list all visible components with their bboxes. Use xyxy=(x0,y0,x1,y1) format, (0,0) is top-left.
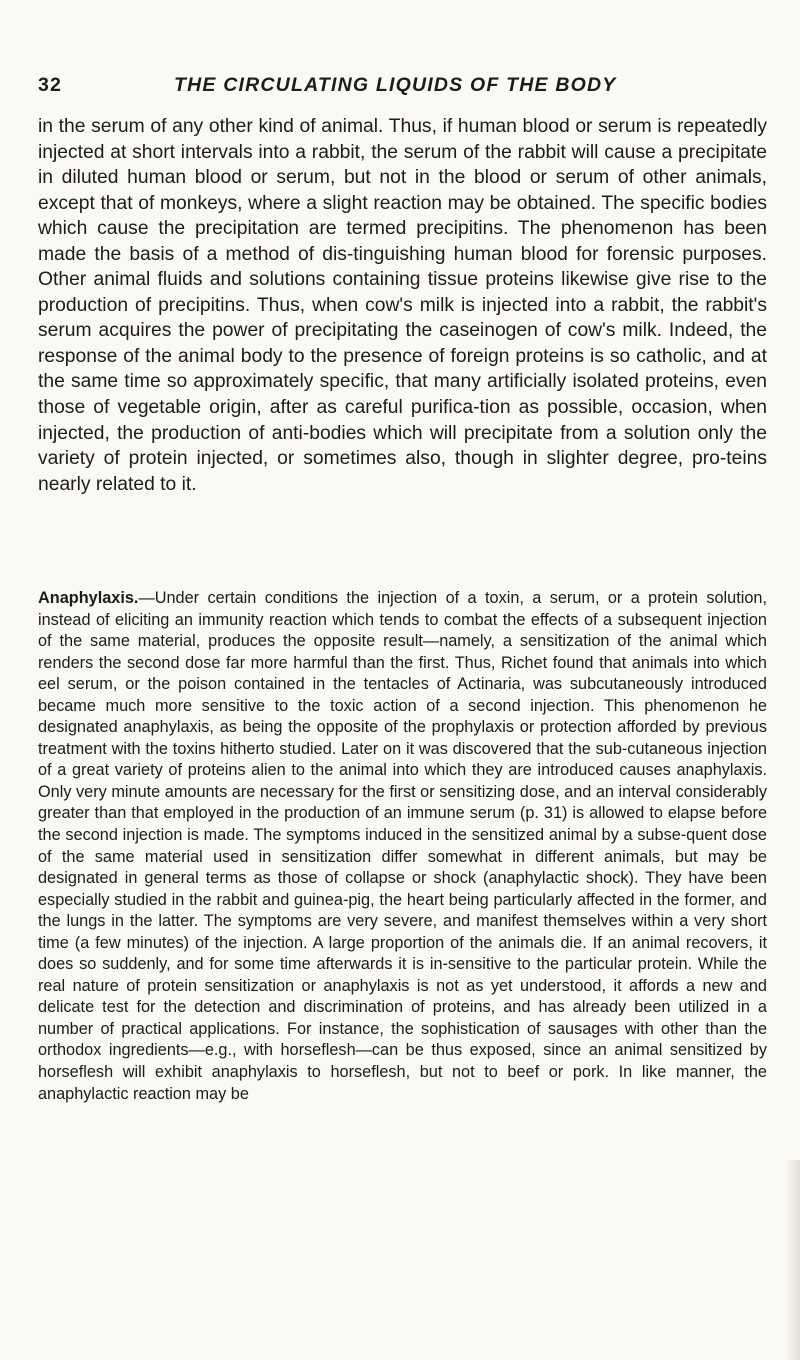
running-title: THE CIRCULATING LIQUIDS OF THE BODY xyxy=(174,74,617,96)
section-text: —Under certain conditions the injection of a toxin, a serum, or a protein solution, instead of eliciting an immunity reaction which tends to combat the effects of a subsequent injection of the same material, produces the opposite result—namely, a sensitization of the animal which renders the second dose far more harmful than the first. Thus, Richet found that animals into which eel serum, or the poison contained in the tentacles of Actinaria, was subcutaneously introduced became much more sensitive to the toxic action of a second injection. This phenomenon he designated anaphylaxis, as being the opposite of the prophylaxis or protection afforded by previous treatment with the toxins hitherto studied. Later on it was discovered that the sub-cutaneous injection of a great variety of proteins alien to the animal into which they are introduced causes anaphylaxis. Only very minute amounts are necessary for the first or sensitizing dose, and an interval considerably greater than that employed in the production of an immune serum (p. 31) is allowed to elapse before the second injection is made. The symptoms induced in the sensitized animal by a subse-quent dose of the same material used in sensitization differ somewhat in different animals, but may be designated in general terms as those of collapse or shock (anaphylactic shock). They have been especially studied in the rabbit and guinea-pig, the heart being particularly affected in the former, and the lungs in the latter. The symptoms are very severe, and manifest themselves within a very short time (a few minutes) of the injection. A large proportion of the animals die. If an animal recovers, it does so suddenly, and for some time afterwards it is in-sensitive to the particular protein. While the real nature of protein sensitization or anaphylaxis is not as yet understood, it affords a new and delicate test for the detection and discrimination of proteins, and has already been utilized in a number of practical applications. For instance, the sophistication of sausages with other than the orthodox ingredients—e.g., with horseflesh—can be thus exposed, since an animal sensitized by horseflesh will exhibit anaphylaxis to horseflesh, but not to beef or pork. In like manner, the anaphylactic reaction may be xyxy=(38,589,767,1103)
page-number: 32 xyxy=(38,74,63,96)
running-header xyxy=(38,74,768,104)
page-edge-shadow xyxy=(786,1160,800,1360)
anaphylaxis-section xyxy=(38,588,767,1105)
body-paragraph: in the serum of any other kind of animal. Thus, if human blood or serum is repeatedly injected at short intervals into a rabbit, the serum of the rabbit will cause a precipitate in diluted human blood or serum, but not in the blood or serum of other animals, except that of monkeys, where a slight reaction may be obtained. The specific bodies which cause the precipitation are termed precipitins. The phenomenon has been made the basis of a method of dis-tinguishing human blood for forensic purposes. Other animal fluids and solutions containing tissue proteins likewise give rise to the production of precipitins. Thus, when cow's milk is injected into a rabbit, the rabbit's serum acquires the power of precipitating the caseinogen of cow's milk. Indeed, the response of the animal body to the presence of foreign proteins is so catholic, and at the same time so approximately specific, that many artificially isolated proteins, even those of vegetable origin, after as careful purifica-tion as possible, occasion, when injected, the production of anti-bodies which will precipitate from a solution only the variety of protein injected, or sometimes also, though in slighter degree, pro-teins nearly related to it. xyxy=(38,116,767,495)
section-heading: Anaphylaxis. xyxy=(38,589,139,607)
